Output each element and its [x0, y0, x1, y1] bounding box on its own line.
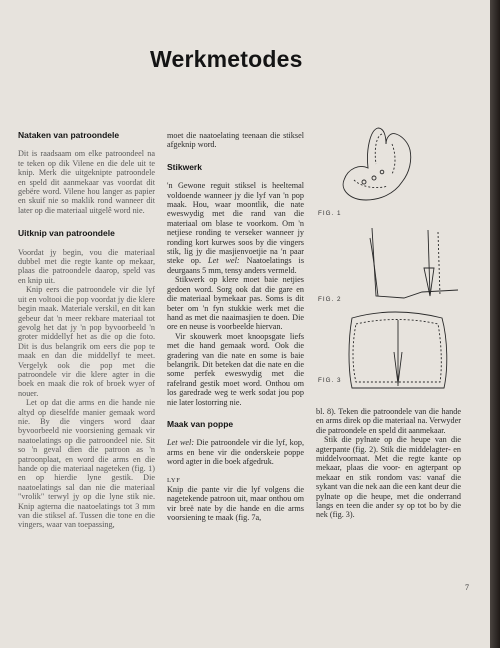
- stikwerk-text-b: Naatoelatings is deurgaans 5 mm, tensy anders vermeld.: [167, 256, 305, 275]
- paragraph-stikwerk-3: Vir skouwerk moet knoopsgate liefs met die hand gemaak word. Ook die gradering van die nate en some is baie belangrik. Dit beteken dat die nate en die some perfek eweswydig met die rafelrand gestik moet word. Onthou om los garedrade weg te werk sodat jou pop nie later lostorring nie.: [167, 331, 304, 407]
- heading-nataken: Nataken van patroondele: [18, 130, 120, 140]
- page-number: 7: [465, 583, 469, 592]
- heading-stikwerk: Stikwerk: [167, 161, 202, 172]
- stikwerk-text-a: 'n Gewone reguit stiksel is heeltemal voldoende wanneer jy die lyf van 'n pop maak. Hou, waar moontlik, die nate eweswydig met die rand van die materiaal om blase te voorkom. Om 'n netjiese ronding te verseker wanneer jy ronding kort kurwes soos by die vingers stik, lig jy die masjienvoetjie na 'n paar steke op.: [167, 181, 304, 266]
- paragraph-lyf: Knip die pante vir die lyf volgens die nagetekende patroon uit, maar onthou om vir breë nate by die hande en die arms voorsiening te maak (fig. 7a,: [167, 485, 304, 523]
- stikwerk-note-label: Let wel:: [208, 256, 240, 266]
- paragraph-nataken: Dit is raadsaam om elke patroondeel na te teken op dik Vilene en die dele uit te knip. Merk die uitgeknipte patroondele en speld dit aanmekaar vas voordat dit gebëre word. Vilene hou langer as papier en skuif nie so maklik rond wanneer dit later op die materiaal uitgelê word nie.: [18, 149, 155, 215]
- poppe-note-label: Let wel:: [167, 438, 195, 448]
- pattern-illustrations: [330, 120, 460, 400]
- heading-uitknip: Uitknip van patroondele: [18, 228, 115, 239]
- page-edge-shadow: [490, 0, 500, 648]
- subheading-lyf: LYF: [167, 476, 181, 484]
- figure-2-label: FIG. 2: [318, 296, 342, 303]
- paragraph-uitknip-1: Voordat jy begin, vou die materiaal dubbel met die regte kante op mekaar, plaas die patroondele daarop, speld vas en knip uit.: [18, 247, 155, 285]
- paragraph-stikwerk-1: [167, 181, 304, 275]
- paragraph-col3-2: Stik die pylnate op die heupe van die agterpante (fig. 2). Stik die middelagter- en middelvoornaat. Met die regte kante op mekaar, plaas die voor- en agterpant op mekaar en stik rondom vas: vanaf die sykant van die nek aan die een kant deur die pylnate op die heupe, met die onderrand langs en teen die ander sy op tot bo by die nek (fig. 3).: [316, 435, 461, 520]
- figure-2-body-drawing: [370, 228, 458, 298]
- paragraph-col3-1: bl. 8). Teken die patroondele van die hande en arms direk op die materiaal na. Verwyder die patroondele en speld dit aanmekaar.: [316, 407, 461, 435]
- paragraph-uitknip-3: Let op dat die arms en die hande nie altyd op dieselfde manier gemaak word nie. By die vingers word daar byvoorbeeld nie voorsiening gemaak vir naatoelatings op die patroondeel nie. Sit so 'n geval dien die patroon as 'n patroonplaat, en word die arms en die hande op die materiaal nageteken (fig. 1) en op hierdie lyne gestik. Die naatoelatings sal dan nie die materiaal "vrolik" terwyl jy op die lyne stik nie. Knip agterna die naatoelatings tot 3 mm van die stiksel af. Tussen die tone en die vingers, waar van toepassing,: [18, 398, 155, 530]
- figure-3-label: FIG. 3: [318, 377, 342, 384]
- column-3: [316, 407, 461, 520]
- figure-1-hand-drawing: [343, 128, 411, 200]
- column-1: [18, 131, 155, 530]
- paragraph-stikwerk-2: Stikwerk op klere moet baie netjies gedoen word. Sorg ook dat die gare en die materiaal bymekaar pas. Soms is dit beter om 'n fyn stukkie werk met die hand as met die naaimasjien te doen. Die ore en neuse is voorbeelde hiervan.: [167, 275, 304, 332]
- paragraph-continued: moet die naatoelating teenaan die stiksel afgeknip word.: [167, 131, 304, 150]
- poppe-note-text: Die patroondele vir die lyf, kop, arms en bene vir die onderskeie poppe word agter in die boek afgedruk.: [167, 438, 304, 467]
- figure-3-assembled-drawing: [349, 312, 447, 388]
- heading-maak-van-poppe: Maak van poppe: [167, 418, 234, 429]
- figure-1-label: FIG. 1: [318, 210, 342, 217]
- column-2: [167, 131, 304, 523]
- paragraph-poppe-1: [167, 438, 304, 466]
- page-title: Werkmetodes: [150, 46, 303, 72]
- paragraph-uitknip-2: Knip eers die patroondele vir die lyf uit en voltooi die pop voordat jy die klere begin maak. Materiale verskil, en dit kan gebeur dat 'n meer rekbare materiaal tot gevolg het dat jy 'n pop byvoorbeeld 'n groter middellyf het as die op die foto. Dit is dus belangrik om eers die pop te maak en dan die middellyf te meet. Vergelyk ook die pop met die patroondele vir die klere agter in die boek en maak die rok of broek wyer of nouer.: [18, 285, 155, 398]
